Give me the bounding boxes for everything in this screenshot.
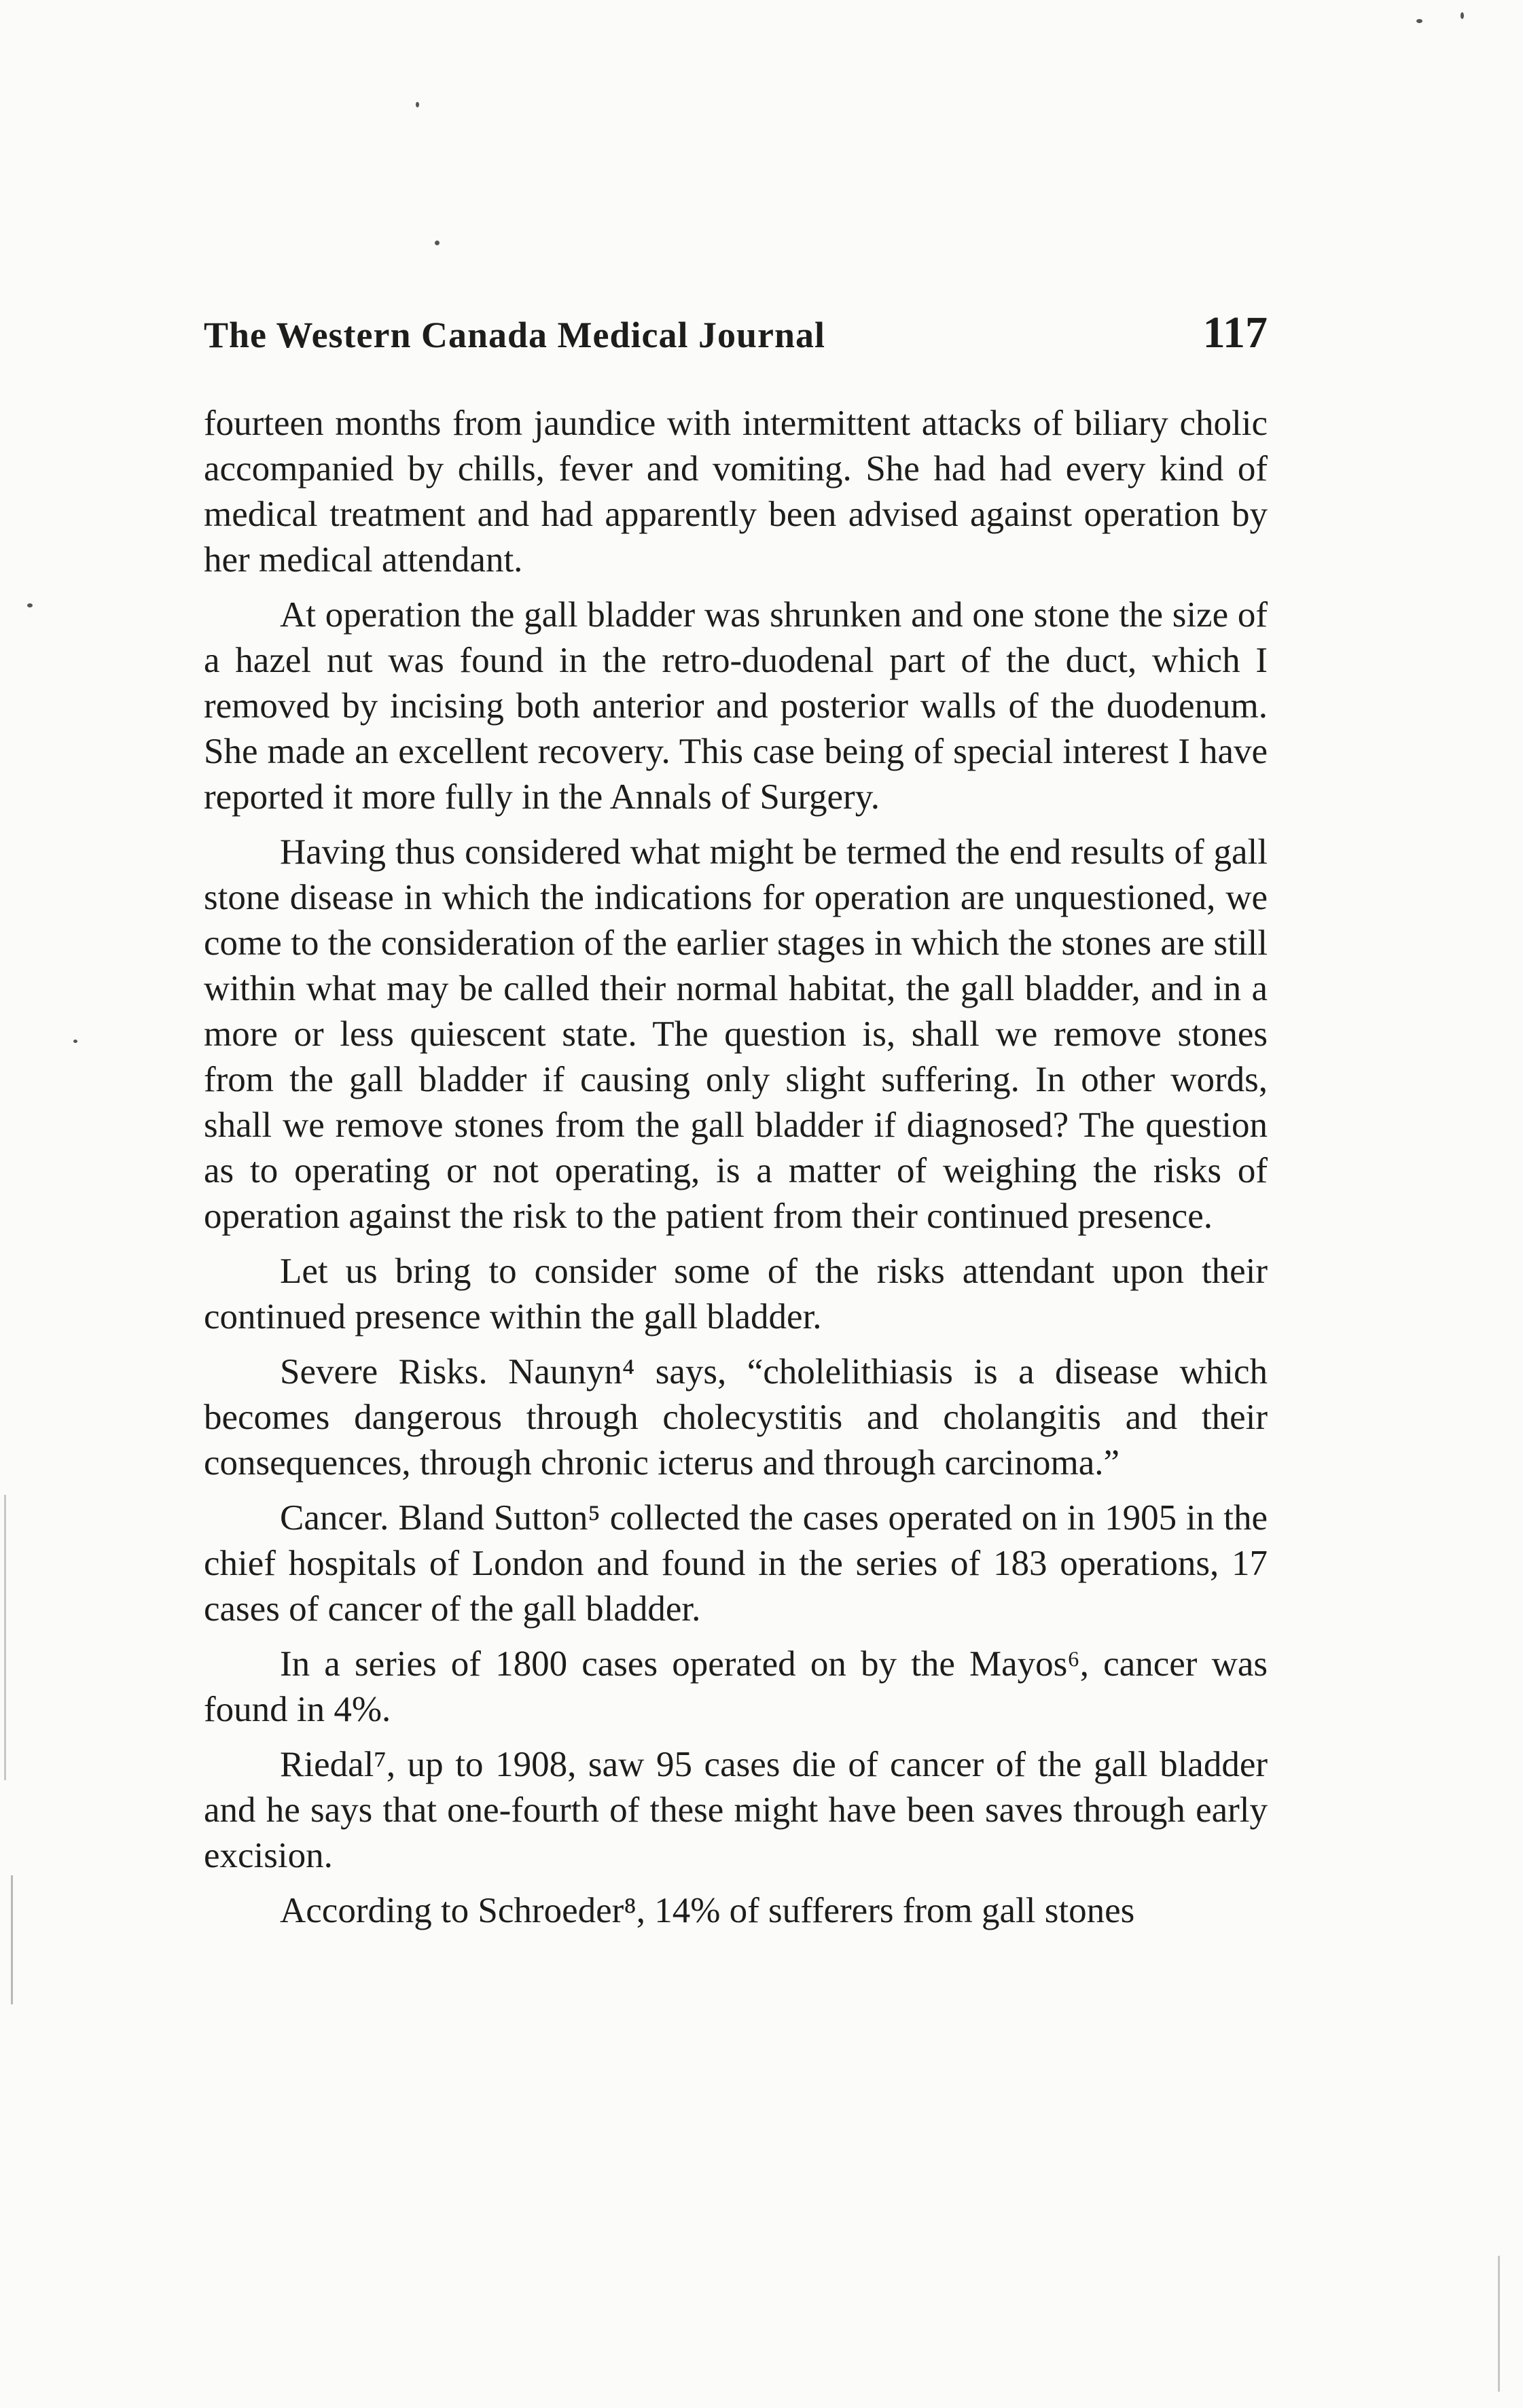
scan-speck <box>73 1040 77 1043</box>
scan-speck <box>1461 12 1464 19</box>
paragraph-riedal: Riedal⁷, up to 1908, saw 95 cases die of cancer of the gall bladder and he says that one-fourth of these might have been saves through early excision. <box>204 1745 1268 1875</box>
running-head <box>204 307 1268 359</box>
scan-edge-mark <box>1498 2256 1500 2392</box>
paragraph-operation: At operation the gall bladder was shrunken and one stone the size of a hazel nut was found in the retro-duodenal part of the duct, which I removed by incising both anterior and posterior walls of the duodenum. She made an excellent recovery. This case being of special interest I have reported it more fully in the Annals of Surgery. <box>204 595 1268 817</box>
paragraph-mayos: In a series of 1800 cases operated on by the Mayos⁶, cancer was found in 4%. <box>204 1644 1268 1729</box>
scan-edge-mark <box>4 1495 6 1780</box>
scan-speck <box>416 102 419 107</box>
scan-speck <box>27 603 33 607</box>
scan-speck <box>435 241 440 245</box>
paragraph-continuation: fourteen months from jaundice with intermittent attacks of biliary cholic accompanied by chills, fever and vomiting. She had had every kind of medical treatment and had apparently been advised against operation by her medical attendant. <box>204 404 1268 580</box>
page-number: 117 <box>1202 308 1268 357</box>
paragraph-severe-risks: Severe Risks. Naunyn⁴ says, “cholelithiasis is a disease which becomes dangerous through cholecystitis and cholangitis and their consequences, through chronic icterus and through carcinoma.” <box>204 1352 1268 1483</box>
paragraph-risks-intro: Let us bring to consider some of the risks attendant upon their continued presence within the gall bladder. <box>204 1252 1268 1336</box>
journal-title: The Western Canada Medical Journal <box>204 315 826 355</box>
paragraph-earlier-stages: Having thus considered what might be termed the end results of gall stone disease in which the indications for operation are unquestioned, we come to the consideration of the earlier stages in which the stones are still within what may be called their normal habitat, the gall bladder, and in a more or less quiescent state. The question is, shall we remove stones from the gall bladder if causing only slight suffering. In other words, shall we remove stones from the gall bladder if diagnosed? The question as to operating or not operating, is a matter of weighing the risks of operation against the risk to the patient from their continued presence. <box>204 832 1268 1236</box>
body-text <box>204 401 1268 1943</box>
paragraph-schroeder: According to Schroeder⁸, 14% of sufferers from gall stones <box>280 1891 1135 1930</box>
scan-edge-mark <box>11 1875 13 2004</box>
paragraph-cancer: Cancer. Bland Sutton⁵ collected the cases operated on in 1905 in the chief hospitals of London and found in the series of 183 operations, 17 cases of cancer of the gall bladder. <box>204 1498 1268 1629</box>
scan-speck <box>1416 19 1422 23</box>
